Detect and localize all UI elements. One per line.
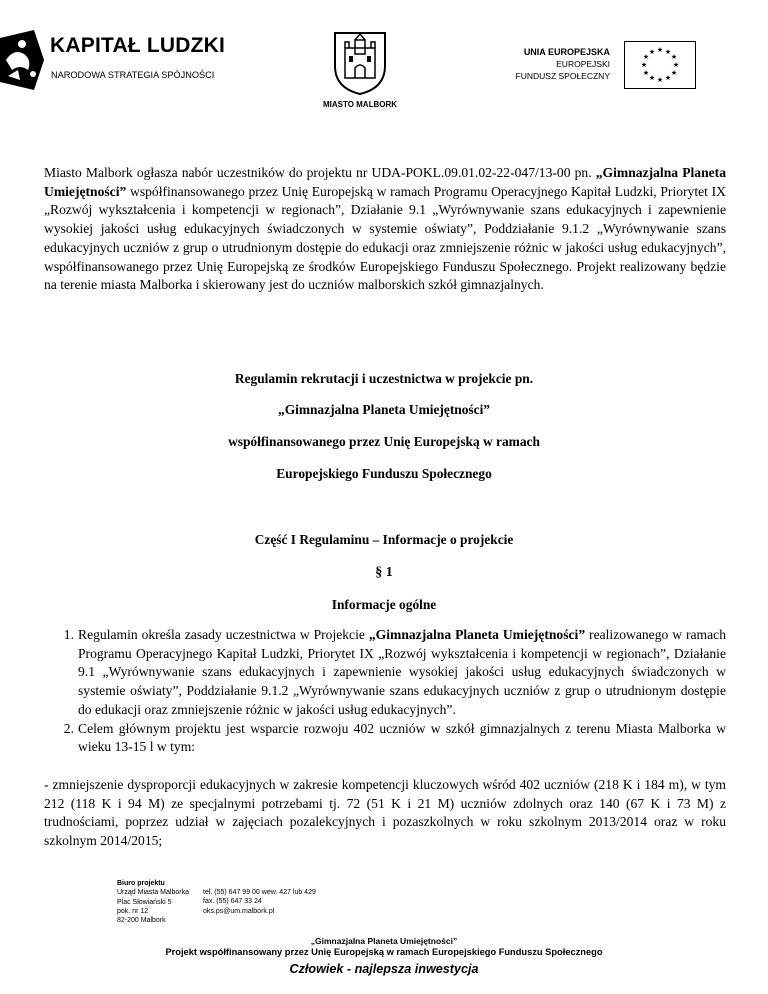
malbork-coat-of-arms xyxy=(305,30,415,115)
kapital-ludzki-logo xyxy=(0,28,230,98)
list-text-start: Regulamin określa zasady uczestnictwa w Projekcie xyxy=(78,627,369,642)
office-line: Plac Słowiański 5 xyxy=(117,898,172,906)
project-office xyxy=(117,879,189,925)
eu-line-2: EUROPEJSKI xyxy=(556,59,610,69)
svg-text:★: ★ xyxy=(664,48,672,56)
kapital-ludzki-title: KAPITAŁ LUDZKI xyxy=(50,34,226,57)
office-line: Urząd Miasta Malborka xyxy=(117,889,189,897)
project-name: „Gimnazjalna Planeta Umiejętności” xyxy=(44,165,726,199)
intro-text-end: współfinansowanego przez Unię Europejską w ramach Programu Operacyjnego Kapitał Ludzki, Priorytet IX „Rozwój wykształcenia i kompetencji w regionach”, Działanie 9.1 „Wyrównywanie szans edukacyjnych i zapewnienie wysokiej jakości usług edukacyjnych świadczonych w systemie oświaty”, Poddziałanie 9.1.2 „Wyrównywanie szans edukacyjnych uczniów z grup o utrudnionym dostępie do edukacji oraz zmniejszenie różnic w jakości usług edukacyjnych”, współfinansowanego przez Unię Europejską ze środków Europejskiego Funduszu Społecznego. Projekt realizowany będzie na terenie miasta Malborka i skierowany jest do uczniów malborskich szkół gimnazjalnych. xyxy=(44,183,726,293)
svg-text:★: ★ xyxy=(670,69,678,77)
list-item xyxy=(44,720,726,757)
office-fax: fax. (55) 647 33 24 xyxy=(203,898,262,906)
list-text: Celem głównym projektu jest wsparcie rozwoju 402 uczniów w szkół gimnazjalnych z terenu Miasta Malborka w wieku 13-15 l w tym: xyxy=(78,720,726,755)
office-heading: Biuro projektu xyxy=(117,880,165,887)
paragraph-sign: § 1 xyxy=(375,565,393,580)
svg-text:★: ★ xyxy=(670,53,678,61)
eu-fund-label xyxy=(470,46,610,82)
svg-text:★: ★ xyxy=(642,69,650,77)
kapital-ludzki-emblem-icon xyxy=(0,30,44,90)
footer-cofinanced: Projekt współfinansowany przez Unię Europejską w ramach Europejskiego Funduszu Społecznego xyxy=(165,947,603,957)
city-label: MIASTO MALBORK xyxy=(322,100,398,109)
svg-text:★: ★ xyxy=(656,76,664,84)
svg-text:★: ★ xyxy=(656,46,664,54)
svg-text:★: ★ xyxy=(642,53,650,61)
malbork-crest-icon xyxy=(332,30,388,96)
section-heading: Informacje ogólne xyxy=(331,597,437,612)
regulamin-title-line-3: współfinansowanego przez Unię Europejską w ramach xyxy=(228,434,540,449)
list-text-end: realizowanego w ramach Programu Operacyjnego Kapitał Ludzki, Priorytet IX „Rozwój wykształcenia i kompetencji w regionach”, Działanie 9.1 „Wyrównywanie szans edukacyjnych i zapewnienie wysokiej jakości usług edukacyjnych świadczonych w systemie oświaty”, Poddziałanie 9.1.2 „Wyrównywanie szans edukacyjnych uczniów z grup o utrudnionym dostępie do edukacji oraz zmniejszenie różnic w jakości usług edukacyjnych”. xyxy=(78,627,726,717)
office-contact xyxy=(203,888,316,916)
svg-text:★: ★ xyxy=(664,74,672,82)
svg-text:★: ★ xyxy=(640,61,648,69)
eu-flag xyxy=(624,41,696,89)
regulamin-title-line-1: Regulamin rekrutacji i uczestnictwa w projekcie pn. xyxy=(234,371,534,386)
list-number: 2. xyxy=(63,720,74,736)
office-line: pok. nr 12 xyxy=(117,907,149,915)
eu-stars-icon xyxy=(625,42,695,88)
intro-paragraph xyxy=(44,164,726,295)
list-project-name: „Gimnazjalna Planeta Umiejętności” xyxy=(368,627,586,642)
list-item xyxy=(44,626,726,720)
footer-project-name: „Gimnazjalna Planeta Umiejętności” xyxy=(310,936,458,946)
svg-text:★: ★ xyxy=(672,61,680,69)
footer-slogan: Człowiek - najlepsza inwestycja xyxy=(289,962,479,976)
regulamin-title-line-2: „Gimnazjalna Planeta Umiejętności” xyxy=(278,402,490,417)
kapital-ludzki-subtitle: NARODOWA STRATEGIA SPÓJNOŚCI xyxy=(51,70,215,80)
regulamin-title-line-4: Europejskiego Funduszu Społecznego xyxy=(276,466,492,481)
goal-paragraph: - zmniejszenie dysproporcji edukacyjnych w zakresie kompetencji kluczowych wśród 402 uczniów (218 K i 184 m), w tym 212 (118 K i 94 M) ze specjalnymi potrzebami tj. 72 (51 K i 21 M) uczniów zdolnych oraz 140 (67 K i 73 M) z trudnościami, poprzez udział w zajęciach pozalekcyjnych i pozaszkolnych w roku szkolnym 2013/2014 oraz w roku szkolnym 2014/2015; xyxy=(44,777,726,849)
eu-line-1: UNIA EUROPEJSKA xyxy=(523,47,610,57)
office-phone: tel. (55) 647 99 00 wew. 427 lub 429 xyxy=(203,889,316,896)
part-heading: Część I Regulaminu – Informacje o projekcie xyxy=(254,532,514,547)
office-line: 82-200 Malbork xyxy=(117,917,166,925)
svg-text:★: ★ xyxy=(648,48,656,56)
eu-line-3: FUNDUSZ SPOŁECZNY xyxy=(515,71,610,81)
list-number: 1. xyxy=(63,627,74,642)
intro-text-start: Miasto Malbork ogłasza nabór uczestników do projektu nr UDA-POKL.09.01.02-22-047/13-00 pn. xyxy=(44,165,596,180)
regulations-list xyxy=(44,626,726,757)
office-email: oks.ps@um.malbork.pl xyxy=(203,907,275,915)
svg-text:★: ★ xyxy=(648,74,656,82)
